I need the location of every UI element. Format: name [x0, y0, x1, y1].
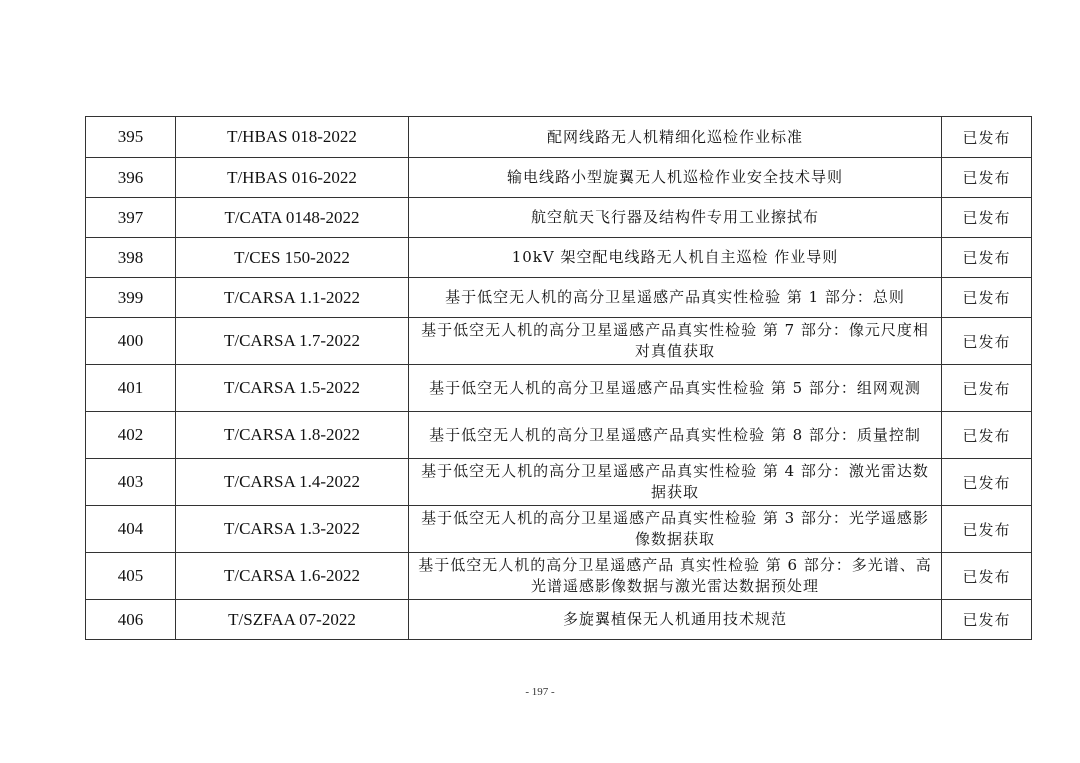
standard-title: 基于低空无人机的高分卫星遥感产品真实性检验 第 3 部分：光学遥感影像数据获取 [409, 506, 942, 553]
table-row [86, 117, 1032, 158]
row-number: 398 [86, 238, 176, 278]
table-row [86, 365, 1032, 412]
status-cell: 已发布 [942, 278, 1032, 318]
standard-code: T/CARSA 1.8-2022 [176, 412, 409, 459]
status-cell: 已发布 [942, 459, 1032, 506]
status-cell: 已发布 [942, 117, 1032, 158]
row-number: 400 [86, 318, 176, 365]
standard-title: 输电线路小型旋翼无人机巡检作业安全技术导则 [409, 158, 942, 198]
page-number: - 197 - [525, 686, 555, 698]
row-number: 405 [86, 553, 176, 600]
standard-title: 基于低空无人机的高分卫星遥感产品真实性检验 第 8 部分：质量控制 [409, 412, 942, 459]
table-row [86, 506, 1032, 553]
standard-code: T/HBAS 018-2022 [176, 117, 409, 158]
standard-title: 基于低空无人机的高分卫星遥感产品真实性检验 第 1 部分：总则 [409, 278, 942, 318]
row-number: 399 [86, 278, 176, 318]
standard-title: 基于低空无人机的高分卫星遥感产品真实性检验 第 7 部分：像元尺度相对真值获取 [409, 318, 942, 365]
standard-code: T/CARSA 1.4-2022 [176, 459, 409, 506]
standard-title: 基于低空无人机的高分卫星遥感产品 真实性检验 第 6 部分：多光谱、高光谱遥感影像数据与激光雷达数据预处理 [409, 553, 942, 600]
status-cell: 已发布 [942, 412, 1032, 459]
status-cell: 已发布 [942, 318, 1032, 365]
standard-title: 多旋翼植保无人机通用技术规范 [409, 600, 942, 640]
status-cell: 已发布 [942, 553, 1032, 600]
standard-code: T/CARSA 1.6-2022 [176, 553, 409, 600]
standard-title: 基于低空无人机的高分卫星遥感产品真实性检验 第 4 部分：激光雷达数据获取 [409, 459, 942, 506]
standard-title: 基于低空无人机的高分卫星遥感产品真实性检验 第 5 部分：组网观测 [409, 365, 942, 412]
table-row [86, 553, 1032, 600]
table-row [86, 278, 1032, 318]
standard-code: T/CARSA 1.3-2022 [176, 506, 409, 553]
row-number: 403 [86, 459, 176, 506]
status-cell: 已发布 [942, 506, 1032, 553]
standard-title: 航空航天飞行器及结构件专用工业擦拭布 [409, 198, 942, 238]
standard-code: T/CARSA 1.1-2022 [176, 278, 409, 318]
row-number: 402 [86, 412, 176, 459]
table-row [86, 412, 1032, 459]
standard-code: T/CES 150-2022 [176, 238, 409, 278]
standard-title: 配网线路无人机精细化巡检作业标准 [409, 117, 942, 158]
status-cell: 已发布 [942, 158, 1032, 198]
table-row [86, 198, 1032, 238]
standards-table [85, 116, 1032, 640]
status-cell: 已发布 [942, 365, 1032, 412]
table-row [86, 158, 1032, 198]
status-cell: 已发布 [942, 238, 1032, 278]
standard-code: T/CATA 0148-2022 [176, 198, 409, 238]
row-number: 401 [86, 365, 176, 412]
standard-code: T/SZFAA 07-2022 [176, 600, 409, 640]
status-cell: 已发布 [942, 198, 1032, 238]
table-row [86, 600, 1032, 640]
table-row [86, 459, 1032, 506]
table-row [86, 318, 1032, 365]
row-number: 404 [86, 506, 176, 553]
row-number: 396 [86, 158, 176, 198]
standard-code: T/HBAS 016-2022 [176, 158, 409, 198]
row-number: 395 [86, 117, 176, 158]
row-number: 397 [86, 198, 176, 238]
standard-code: T/CARSA 1.5-2022 [176, 365, 409, 412]
status-cell: 已发布 [942, 600, 1032, 640]
row-number: 406 [86, 600, 176, 640]
standard-code: T/CARSA 1.7-2022 [176, 318, 409, 365]
table-row [86, 238, 1032, 278]
standard-title: 10kV 架空配电线路无人机自主巡检 作业导则 [409, 238, 942, 278]
